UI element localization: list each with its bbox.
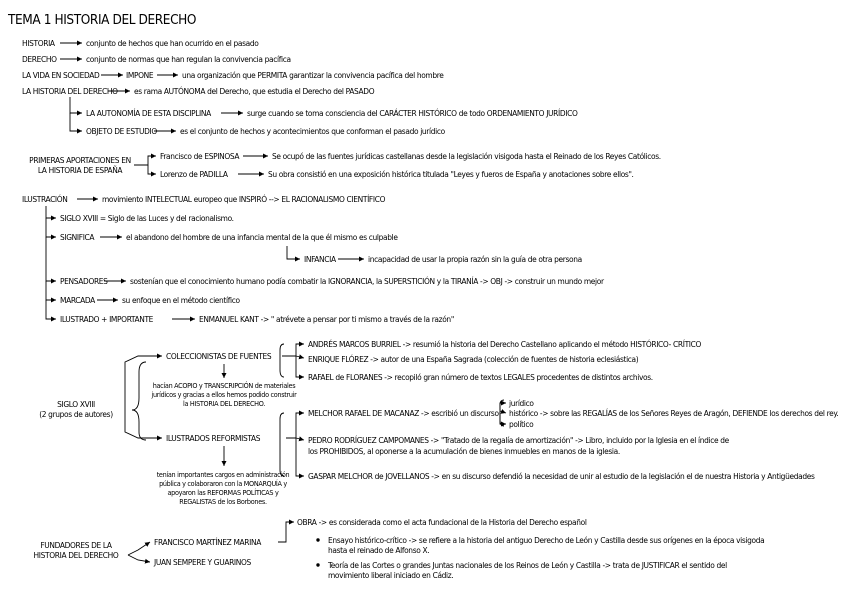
opt-historico: histórico -> sobre las REGALÍAS de los Señores Reyes de Aragón, DEFIENDE los derechos del rey. xyxy=(509,408,839,418)
arrow-martinez xyxy=(128,542,150,555)
brace-siglo xyxy=(132,362,146,440)
def-vida-sociedad: una organización que PERMITA garantizar la convivencia pacífica del hombre xyxy=(182,70,444,80)
item-campomanes-1: PEDRO RODRÍGUEZ CAMPOMANES -> "Tratado de la regalía de amortización" -> Libro, incluido por la Iglesia en el índice de xyxy=(308,435,729,445)
name-espinosa: Francisco de ESPINOSA xyxy=(160,151,240,161)
label-objeto: OBJETO DE ESTUDIO xyxy=(86,126,157,136)
arrow-macanaz xyxy=(286,413,304,438)
text-ilustracion: movimiento INTELECTUAL europeo que INSPIRÓ --> EL RACIONALISMO CIENTÍFICO xyxy=(102,194,386,204)
term-historia-derecho: LA HISTORIA DEL DERECHO xyxy=(22,86,118,96)
label-ilustrados-reformistas: ILUSTRADOS REFORMISTAS xyxy=(166,433,261,443)
arrow-opt-juridico xyxy=(500,403,506,410)
label-siglo-xviii xyxy=(26,399,126,419)
note-ilustrados: tenían importantes cargos en administración pública y colaboraron con la MONARQUÍA y apoyaron las REFORMAS POLÍTICAS y REGALISTAS de los Borbones. xyxy=(156,470,290,506)
item-burriel: ANDRÉS MARCOS BURRIEL -> resumió la historia del Derecho Castellano aplicando el método HISTÓRICO- CRÍTICO xyxy=(308,339,702,349)
opt-politico: político xyxy=(509,419,534,429)
bullet-2-line1: Teoría de las Cortes o grandes Juntas nacionales de los Reinos de León y Castilla -> trata de JUSTIFICAR el sentido del xyxy=(328,560,727,570)
text-autonomia: surge cuando se toma consciencia del CARÁCTER HISTÓRICO de todo ORDENAMIENTO JURÍDICO xyxy=(247,108,578,118)
label-infancia: INFANCIA xyxy=(304,254,336,264)
arrow-opt-historico xyxy=(500,411,506,413)
arrow-ilustrados xyxy=(125,410,162,438)
item-florez: ENRIQUE FLÓREZ -> autor de una España Sagrada (colección de fuentes de historia eclesiástica) xyxy=(308,354,639,364)
opt-juridico: jurídico xyxy=(509,398,534,408)
page-title: TEMA 1 HISTORIA DEL DERECHO xyxy=(8,12,197,28)
arrow-objeto-branch xyxy=(70,113,82,131)
text-objeto: es el conjunto de hechos y acontecimientos que conforman el pasado jurídico xyxy=(180,126,445,136)
bullet-2 xyxy=(316,563,319,566)
arrow-espinosa xyxy=(134,156,156,165)
item-jovellanos: GASPAR MELCHOR de JOVELLANOS -> en su discurso defendió la necesidad de unir al estudio de la legislación el de nuestra Historia y Antigüedades xyxy=(308,471,815,481)
item-floranes: RAFAEL de FLORANES -> recopiló gran número de textos LEGALES procedentes de distintos archivos. xyxy=(308,372,653,382)
label-autonomia: LA AUTONOMÍA DE ESTA DISCIPLINA xyxy=(86,108,211,118)
bullet-1-line2: hasta el reinado de Alfonso X. xyxy=(328,545,430,555)
name-padilla: Lorenzo de PADILLA xyxy=(160,169,228,179)
term-impone: IMPONE xyxy=(126,70,154,80)
arrow-sempere xyxy=(128,555,150,562)
arrow-padilla xyxy=(148,165,156,174)
arrow-significa xyxy=(46,218,56,237)
name-martinez-marina: FRANCISCO MARTÍNEZ MARINA xyxy=(154,537,261,547)
label-primeras-aportaciones: PRIMERAS APORTACIONES EN LA HISTORIA DE ESPAÑA xyxy=(29,155,131,175)
term-vida-sociedad: LA VIDA EN SOCIEDAD xyxy=(22,70,100,80)
item-campomanes-2: los PROHIBIDOS, al oponerse a la acumulación de bienes inmuebles en manos de la iglesia. xyxy=(308,446,620,456)
term-derecho: DERECHO xyxy=(22,54,57,64)
arrow-pensadores xyxy=(46,237,56,281)
def-historia-derecho: es rama AUTÓNOMA del Derecho, que estudia el Derecho del PASADO xyxy=(134,86,375,96)
label-significa: SIGNIFICA xyxy=(60,232,95,242)
arrow-florez xyxy=(296,356,304,358)
text-pensadores: sostenían que el conocimiento humano podía combatir la IGNORANCIA, la SUPERSTICIÓN y la TIRANÍA -> OBJ -> construir un mundo mejor xyxy=(130,276,604,286)
arrow-campomanes xyxy=(296,438,304,440)
bullet-1-line1: Ensayo histórico-crítico -> se refiere a la historia del antiguo Derecho de León y Castilla desde sus orígenes en la época visigoda xyxy=(328,535,765,545)
name-sempere: JUAN SEMPERE Y GUARINOS xyxy=(154,557,251,567)
arrow-opt-politico xyxy=(500,412,506,424)
arrow-floranes xyxy=(296,356,304,377)
def-derecho: conjunto de normas que han regulan la convivencia pacífica xyxy=(86,54,291,64)
arrow-obra xyxy=(278,522,294,542)
text-obra: OBRA -> es considerada como el acta fundacional de la Historia del Derecho español xyxy=(297,517,587,527)
arrow-ilustrado xyxy=(46,300,56,319)
bullet-2-line2: movimiento liberal iniciado en Cádiz. xyxy=(328,570,454,580)
brace-ilustrados xyxy=(280,413,284,476)
label-ilustracion: ILUSTRACIÓN xyxy=(22,194,68,204)
term-historia: HISTORIA xyxy=(22,38,55,48)
label-ilustrado-importante: ILUSTRADO + IMPORTANTE xyxy=(60,314,154,324)
text-significa: el abandono del hombre de una infancia mental de la que él mismo es culpable xyxy=(126,232,398,242)
arrow-siglo xyxy=(46,206,56,218)
text-kant: ENMANUEL KANT -> " atrévete a pensar por ti mismo a través de la razón" xyxy=(199,314,454,324)
bullet-1 xyxy=(316,538,319,541)
brace-macanaz xyxy=(500,400,504,426)
text-infancia: incapacidad de usar la propia razón sin la guía de otra persona xyxy=(368,254,582,264)
text-marcada: su enfoque en el método científico xyxy=(122,295,240,305)
label-fundadores: FUNDADORES DE LA HISTORIA DEL DERECHO xyxy=(33,540,119,560)
label-marcada: MARCADA xyxy=(60,295,95,305)
brace-coleccionistas xyxy=(280,344,284,377)
siglo-xviii-line1: SIGLO XVIII xyxy=(57,399,95,409)
arrow-burriel xyxy=(282,344,304,356)
text-padilla: Su obra consistió en una exposición histórica titulada "Leyes y fueros de España y anotaciones sobre ellos". xyxy=(268,169,634,179)
label-pensadores: PENSADORES xyxy=(60,276,108,286)
item-macanaz: MELCHOR RAFAEL DE MACANAZ -> escribió un discurso xyxy=(308,408,499,418)
arrow-infancia xyxy=(287,246,300,259)
arrow-marcada xyxy=(46,281,56,300)
arrow-autonomia-branch xyxy=(70,97,82,113)
siglo-xviii-line2: (2 grupos de autores) xyxy=(39,409,113,419)
arrow-jovellanos xyxy=(296,438,304,476)
text-siglo-luces: SIGLO XVIII = Siglo de las Luces y del racionalismo. xyxy=(60,213,234,223)
note-coleccionistas: hacían ACOPIO y TRANSCRIPCIÓN de materiales jurídicos y gracias a ellos hemos podido construir la HISTORIA DEL DERECHO. xyxy=(151,381,297,408)
def-historia: conjunto de hechos que han ocurrido en el pasado xyxy=(86,38,259,48)
label-coleccionistas: COLECCIONISTAS DE FUENTES xyxy=(166,351,272,361)
text-espinosa: Se ocupó de las fuentes jurídicas castellanas desde la legislación visigoda hasta el Reinado de los Reyes Católicos. xyxy=(272,151,661,161)
